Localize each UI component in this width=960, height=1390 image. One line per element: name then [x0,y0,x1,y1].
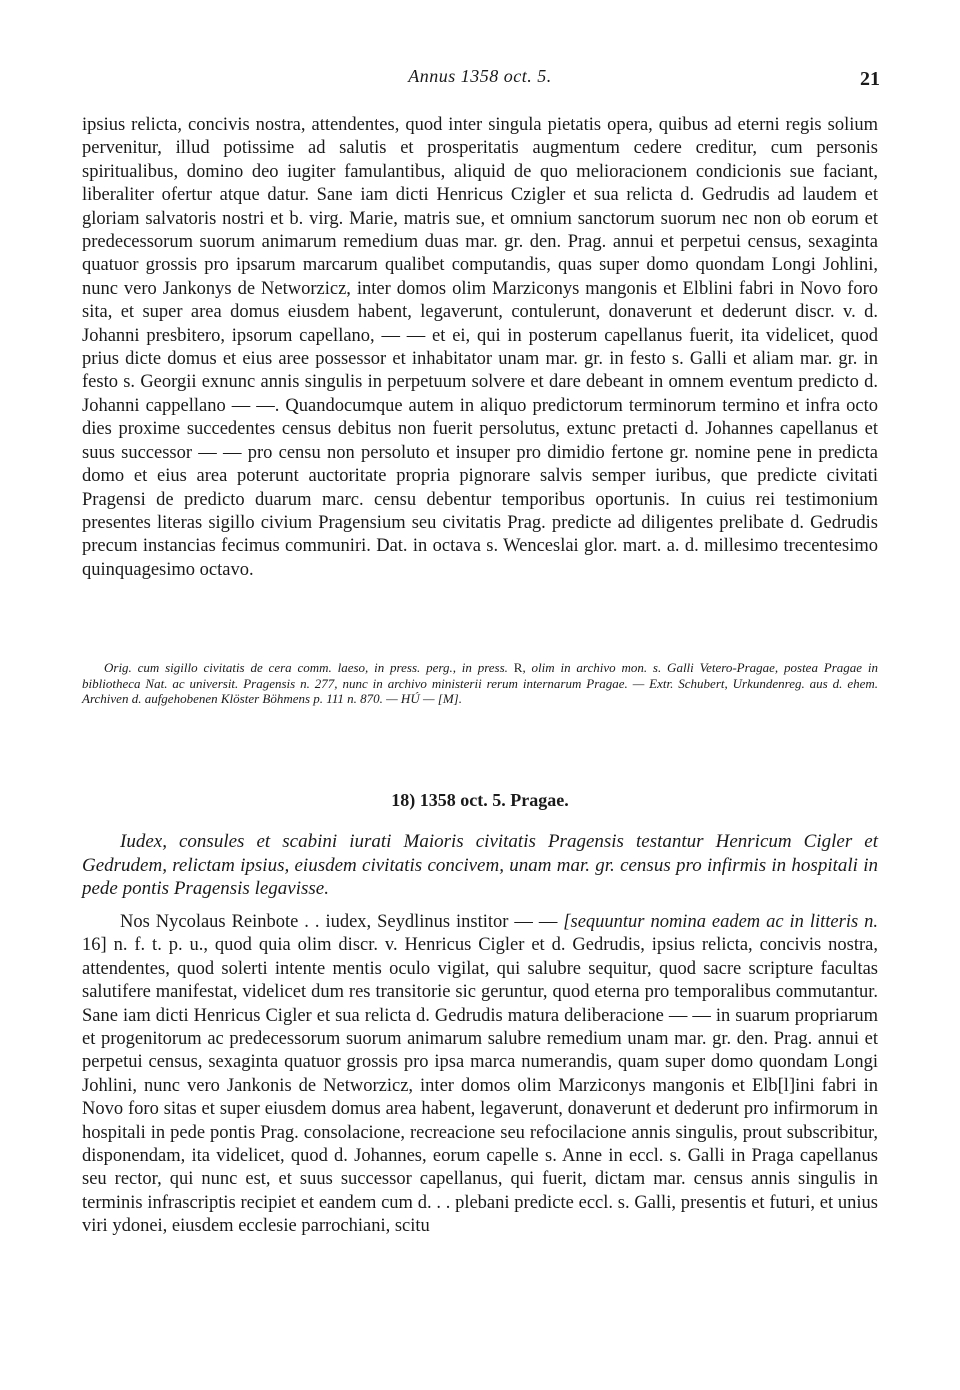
apparatus-text-a: Orig. cum sigillo civitatis de cera comm. laeso, in press. perg., in press. [104,660,514,675]
running-title: Annus 1358 oct. 5. [408,66,552,86]
charter-text-b: 16] n. f. t. p. u., quod quia olim discr. v. Henricus Cigler et d. Gedrudis, ipsius relicta, concivis nostra, attendentes, quod solerti intente mentis oculo vigilat, qui salubre sequitur, quod sacre scripture facultas salutifere manifestat, videlicet dum res transitorie sic geruntur, quod eterna pro temporalibus commutantur. Sane iam dicti Henricus Cigler et sua relicta d. Gedrudis matura deliberacione — — in suarum propriarum et progenitorum ac predecessorum suorum animarum salubre remedium unam mar. gr. den. Prag. annui et perpetui census, sexaginta quatuor grossis pro ipsa marca numerandis, quam super domo quondam Longi Johlini, nunc vero Jankonis de Networzicz, inter domos olim Marziconys mangonis et Elb[l]ini fabri in Novo foro sitas et super eiusdem domus area habent, legaverunt, donaverunt et dederunt pro infirmorum in hospitali in pede pontis Prag. consolacione, recreacione seu refocilacione annis singulis, prout subscribitur, disponendam, ita videlicet, quod d. Johannes, eorum capelle s. Anne in eccl. s. Galli in Praga capellanus seu rector, qui nunc est, et suus successor capellanus, qui fuerit, dictam mar. census annis singulis in terminis infrascriptis recipiet et eandem cum d. . . plebani predicte eccl. s. Galli, presentis et futuri, et unius viri ydonei, eiusdem ecclesie parrochiani, scitu [82,935,878,1237]
continued-paragraph: ipsius relicta, concivis nostra, attendentes, quod inter singula pietatis opera, quibus ad eterni regis solium pervenitur, illud potissime ad salutis et prosperitatis augmentum cedere creditur, cum personis spiritualibus, domino deo iugiter famulantibus, aliquid de quo melioracionem condicionis sue faciant, liberaliter ofertur atque datur. Sane iam dicti Henricus Czigler et sua relicta d. Gedrudis ad laudem et gloriam salvatoris nostri et b. virg. Marie, matris sue, et omnium sanctorum suorum nec non ob eorum et predecessorum suorum animarum remedium duas mar. gr. den. Prag. annui et perpetui census, sexaginta quatuor grossis pro ipsarum marcarum qualibet computandis, quas super domo quondam Longi Johlini, nunc vero Jankonys de Networzicz, inter domos olim Marziconys mangonis et Elblini fabri in Novo foro sita, et super area domus eiusdem habent, legaverunt, contulerunt, donaverunt et dederunt discr. v. d. Johanni presbitero, ipsorum capellano, — — et ei, qui in posterum capellanus fuerit, ita videlicet, quod prius dicte domus et eius aree possessor et inhabitator unam mar. gr. in festo s. Galli et aliam mar. gr. in festo s. Georgii exnunc annis singulis in perpetuum solvere et dare debeant in omnem eventum predicto d. Johanni cappellano — —. Quandocumque autem in aliquo predictorum terminorum termino et infra octo dies proxime succedentes census debitus non fuerit persolutus, extunc pretacti d. Johannes capellanus et suus successor — — pro censu non persoluto et insuper pro dimidio fertone gr. nomine pene in predicta domo et eius area poterunt auctoritate propria pignorare salvis semper iuribus, que predicte civitati Pragensi de predicto duarum marc. censu debentur temporibus oportunis. In cuius rei testimonium presentes literas sigillo civium Pragensium seu civitatis Prag. predicte ad diligentes prelibate d. Gedrudis precum instancias fecimus communiri. Dat. in octava s. Wenceslai glor. mart. a. d. millesimo trecentesimo quinquagesimo octavo. [82,115,878,580]
charter-text [82,911,878,1239]
apparatus-siglum: R [513,660,523,675]
apparatus-text-b: , olim in archivo mon. s. Galli Vetero-Pragae, postea Pragae in bibliotheca Nat. ac universit. Pragensis n. 277, nunc in archivo ministerii rerum internarum Pragae. — Extr. Schubert, Urkundenreg. aus d. ehem. Archiven d. aufgehobenen Klöster Böhmens p. 111 n. 870. — HÚ — [M]. [82,660,878,707]
charter-heading: 18) 1358 oct. 5. Pragae. [391,790,569,810]
critical-apparatus [82,660,878,707]
page-number: 21 [860,68,880,90]
charter-text-editorial: [sequuntur nomina eadem ac in litteris n. [563,912,878,932]
charter-text-a: Nos Nycolaus Reinbote . . iudex, Seydlinus institor — — [120,912,564,932]
charter-regest: Iudex, consules et scabini iurati Maioris civitatis Pragensis testantur Henricum Cigler et Gedrudem, relictam ipsius, eiusdem civitatis concivem, unam mar. gr. census pro infirmis in hospitali in pede pontis Pragensis legavisse. [82,831,878,900]
continued-charter-text [82,114,878,582]
running-head [82,66,878,96]
